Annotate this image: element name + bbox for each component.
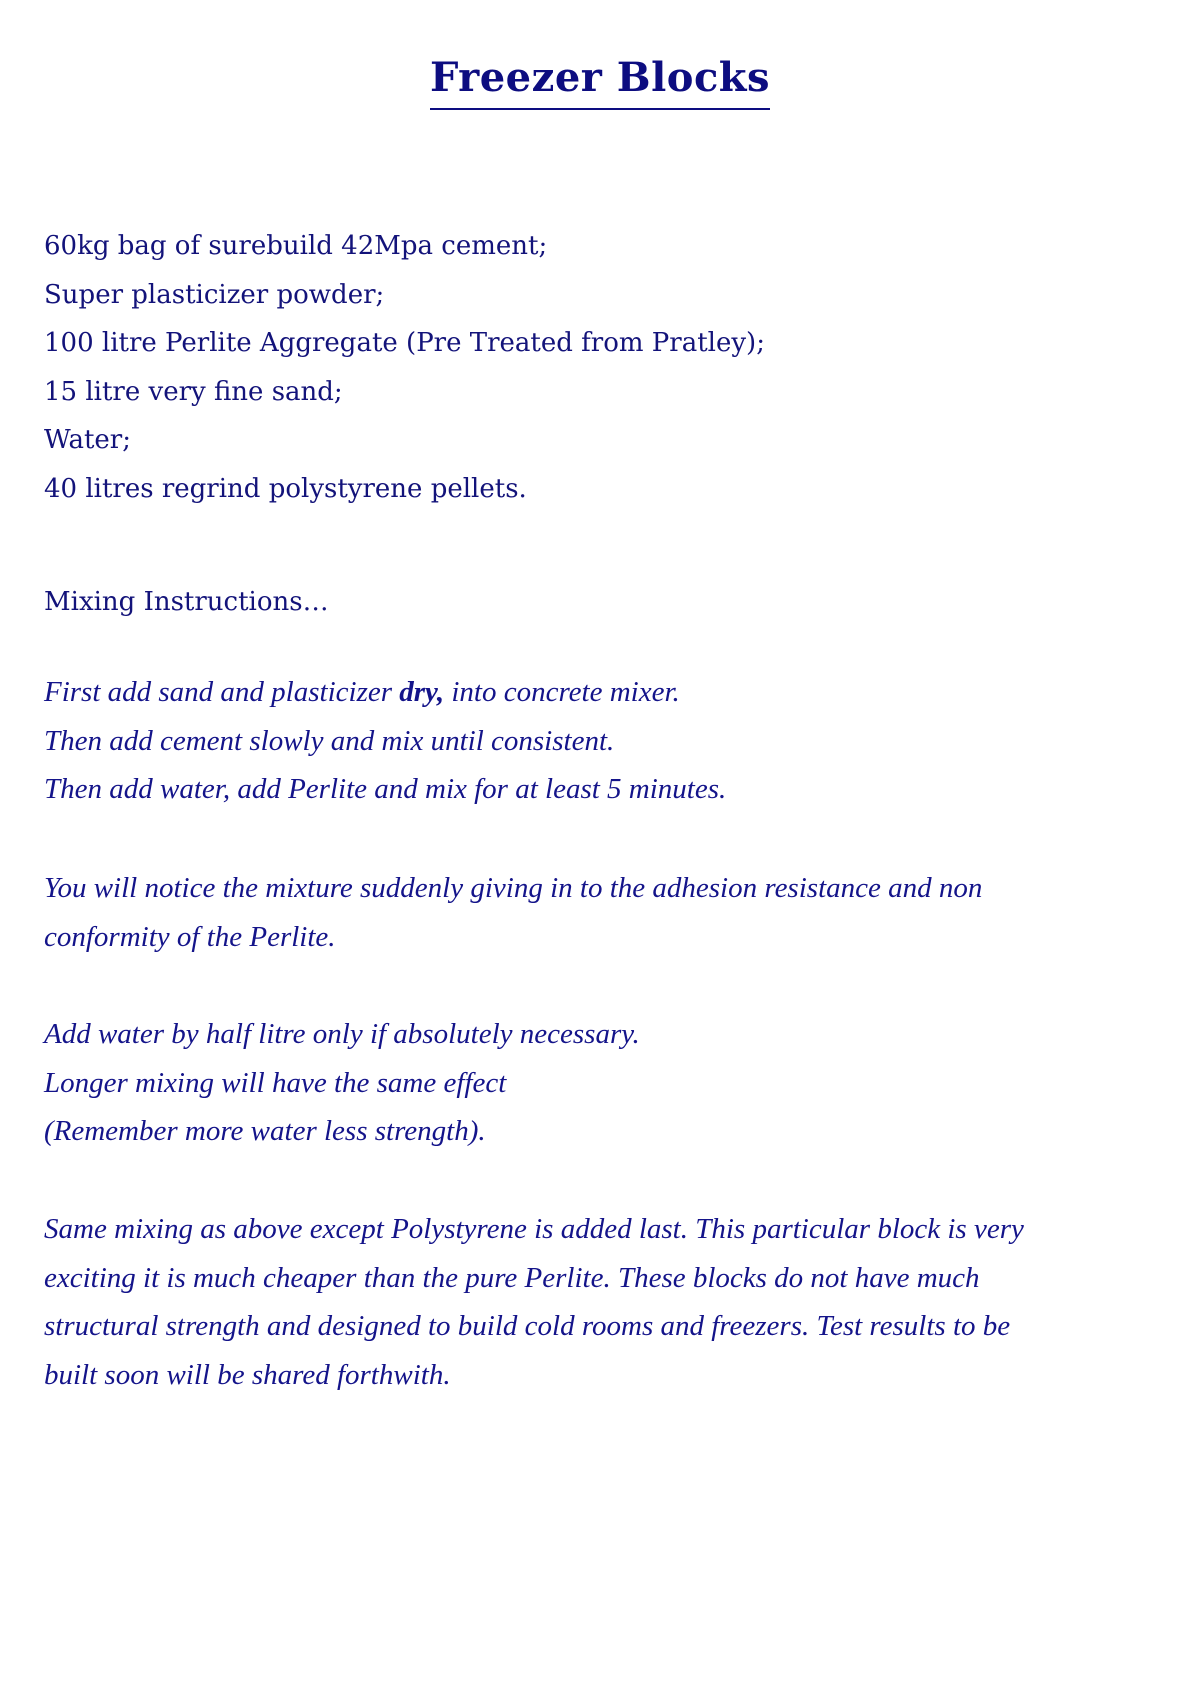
ingredient-item: 60kg bag of surebuild 42Mpa cement; [44, 231, 548, 261]
water-note-line: Longer mixing will have the same effect [44, 1066, 507, 1099]
ingredient-item: Super plasticizer powder; [44, 279, 385, 310]
ingredients-list [44, 222, 1144, 513]
final-paragraph-line: Same mixing as above except Polystyrene is added last. This particular block is very [44, 1213, 1024, 1245]
page-title-text: Freezer Blocks [430, 56, 770, 110]
mixing-steps [44, 668, 1154, 814]
ingredient-item: 100 litre Perlite Aggregate (Pre Treated from Pratley); [44, 328, 765, 358]
notice-paragraph [44, 864, 1154, 961]
ingredient-item: Water; [44, 425, 131, 455]
mixing-step-3: Then add water, add Perlite and mix for at least 5 minutes. [44, 773, 727, 805]
mixing-step-1 [44, 668, 1154, 717]
notice-line: conformity of the Perlite. [44, 920, 336, 953]
ingredient-item: 40 litres regrind polystyrene pellets. [44, 473, 527, 504]
water-note-line: (Remember more water less strength). [44, 1115, 486, 1147]
ingredient-item: 15 litre very fine sand; [44, 376, 343, 407]
notice-line: You will notice the mixture suddenly giving in to the adhesion resistance and non [44, 872, 983, 904]
water-note-line: Add water by half litre only if absolutely necessary. [44, 1018, 640, 1050]
mixing-step-2: Then add cement slowly and mix until consistent. [44, 724, 615, 757]
final-paragraph-line: exciting it is much cheaper than the pure Perlite. These blocks do not have much [44, 1261, 980, 1294]
step1-text-before: First add sand and plasticizer [44, 676, 400, 708]
final-paragraph-line: built soon will be shared forthwith. [44, 1358, 451, 1391]
mixing-instructions-heading: Mixing Instructions… [44, 587, 329, 617]
final-paragraph-line: structural strength and designed to build cold rooms and freezers. Test results to be [44, 1310, 1011, 1342]
final-paragraph [44, 1205, 1154, 1399]
water-notes [44, 1010, 1154, 1156]
step1-text-after: into concrete mixer. [444, 676, 680, 708]
page-title [0, 56, 1200, 110]
step1-bold-dry: dry, [399, 676, 445, 708]
